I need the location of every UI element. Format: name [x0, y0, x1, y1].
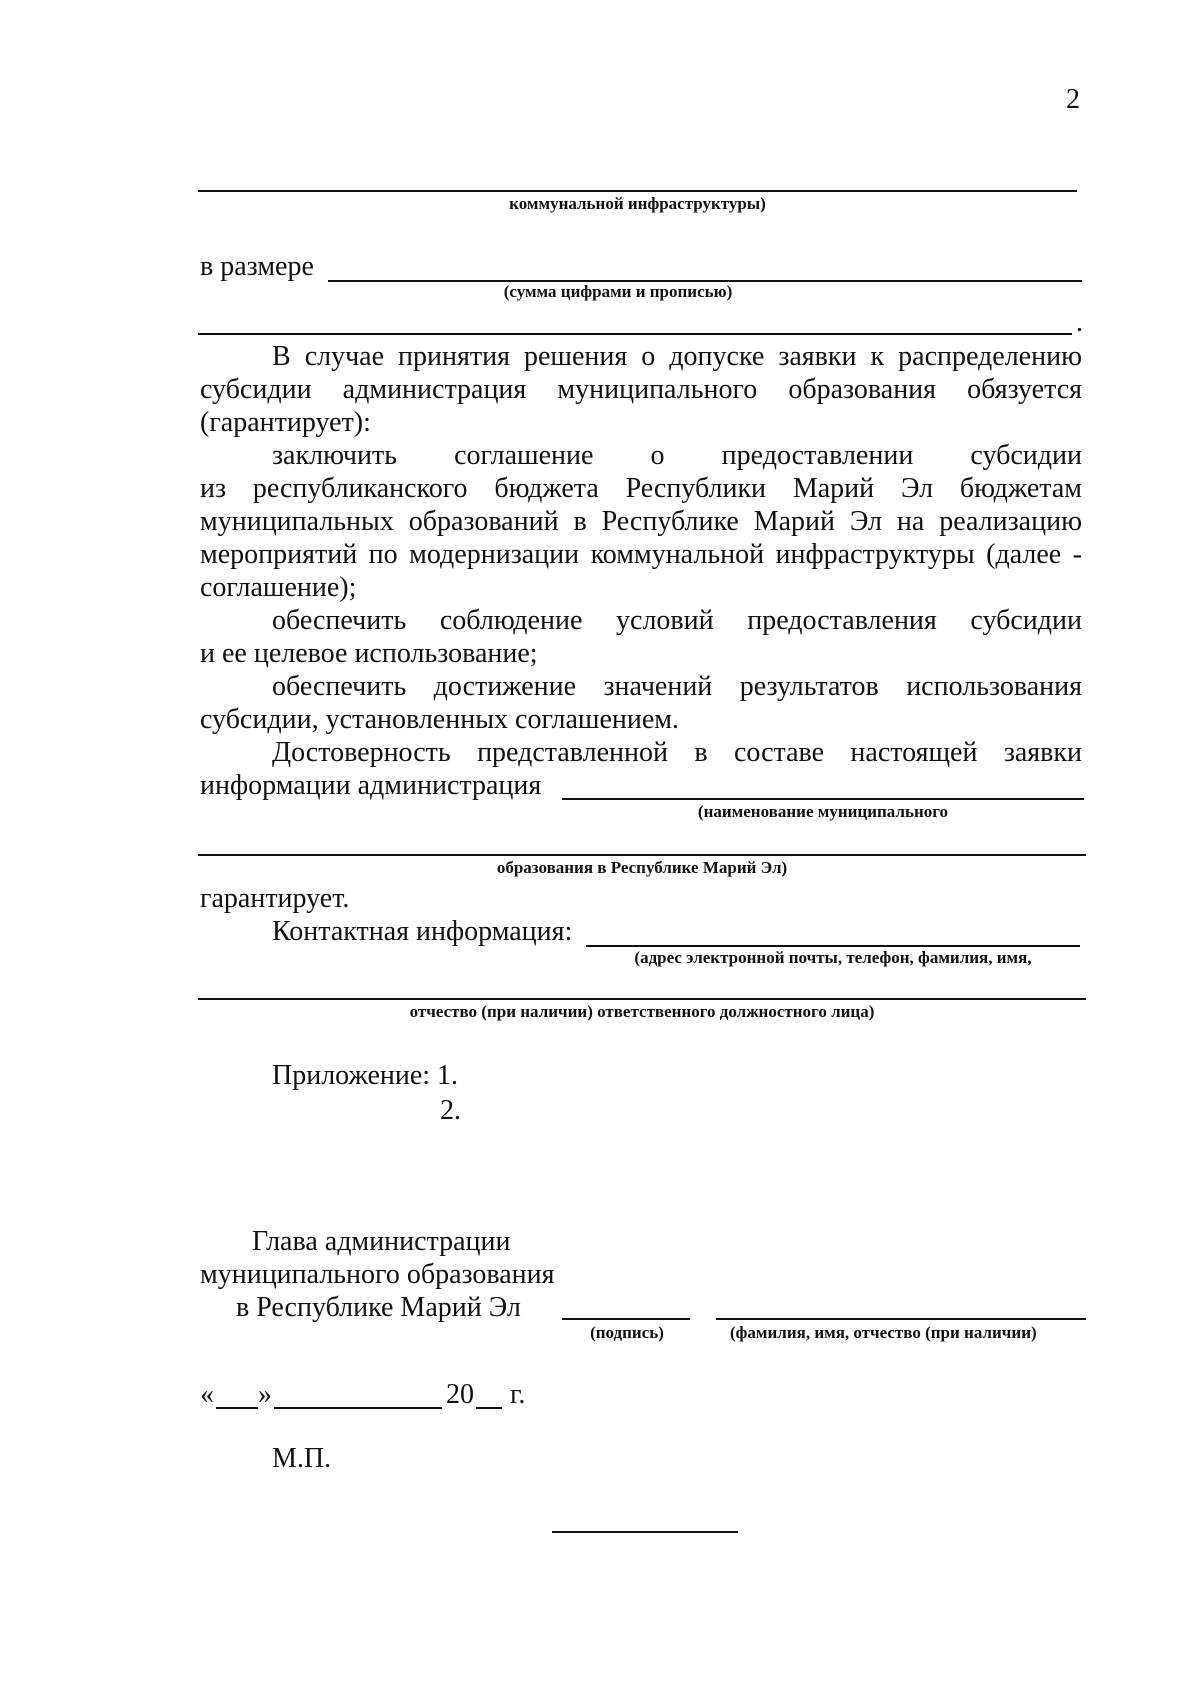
para-line-5: из республиканского бюджета Республики Марий Эл бюджетам — [200, 473, 1082, 504]
para-line-9: обеспечить соблюдение условий предоставления субсидии — [272, 605, 1082, 636]
municipal-name-line-2 — [198, 854, 1086, 856]
closing-separator — [552, 1531, 738, 1533]
attachment-item-2: 2. — [440, 1095, 461, 1126]
top-rule — [198, 190, 1077, 192]
para-line-7: мероприятий по модернизации коммунальной инфраструктуры (далее - — [200, 539, 1082, 570]
caption-name: (фамилия, имя, отчество (при наличии) — [730, 1323, 1037, 1342]
contact-field-line — [586, 945, 1080, 947]
amount-caption: (сумма цифрами и прописью) — [503, 282, 733, 301]
para-line-6: муниципальных образований в Республике Марий Эл на реализацию — [200, 506, 1082, 537]
para-line-1: В случае принятия решения о допуске заявки к распределению — [272, 341, 1082, 372]
caption-infrastructure: коммунальной инфраструктуры) — [509, 194, 766, 213]
municipal-name-field-line — [562, 798, 1084, 800]
signatory-line-1: Глава администрации — [252, 1226, 511, 1257]
date-open-quote: « — [200, 1379, 214, 1410]
para-line-11: обеспечить достижение значений результатов использования — [272, 671, 1082, 702]
caption-municipal-region: образования в Республике Марий Эл) — [496, 858, 788, 877]
para-line-13: Достоверность представленной в составе настоящей заявки — [272, 737, 1082, 768]
caption-municipal-name: (наименование муниципального — [697, 802, 949, 821]
date-year-suffix: г. — [510, 1379, 526, 1410]
stamp-label: М.П. — [272, 1443, 332, 1474]
guarantees-text: гарантирует. — [200, 883, 350, 914]
contact-label: Контактная информация: — [272, 916, 573, 947]
amount-end-punct: . — [1076, 307, 1083, 338]
date-close-quote: » — [258, 1379, 272, 1410]
contact-caption-1: (адрес электронной почты, телефон, фамилия, имя, — [634, 948, 1032, 967]
para-line-12: субсидии, установленных соглашением. — [200, 704, 680, 735]
date-day-line — [216, 1407, 258, 1409]
date-year-line — [476, 1407, 502, 1409]
contact-line-2 — [198, 998, 1086, 1000]
para-line-14: информации администрация — [200, 770, 542, 801]
para-line-2: субсидии администрация муниципального образования обязуется — [200, 374, 1082, 405]
date-year-prefix: 20 — [446, 1379, 474, 1410]
para-line-8: соглашение); — [200, 572, 357, 603]
signatory-line-2: муниципального образования — [200, 1259, 555, 1290]
date-month-line — [274, 1407, 442, 1409]
para-line-3: (гарантирует): — [200, 407, 371, 438]
page-number: 2 — [1066, 84, 1080, 115]
signatory-line-3: в Республике Марий Эл — [236, 1292, 521, 1323]
contact-caption-2: отчество (при наличии) ответственного должностного лица) — [409, 1002, 875, 1021]
amount-label: в размере — [200, 251, 314, 282]
caption-signature: (подпись) — [590, 1323, 664, 1342]
name-field-line — [716, 1318, 1086, 1320]
attachment-label: Приложение: 1. — [272, 1060, 459, 1091]
amount-continuation-line — [198, 333, 1072, 335]
para-line-10: и ее целевое использование; — [200, 638, 538, 669]
signature-field-line — [562, 1318, 690, 1320]
para-line-4: заключить соглашение о предоставлении субсидии — [272, 440, 1082, 471]
